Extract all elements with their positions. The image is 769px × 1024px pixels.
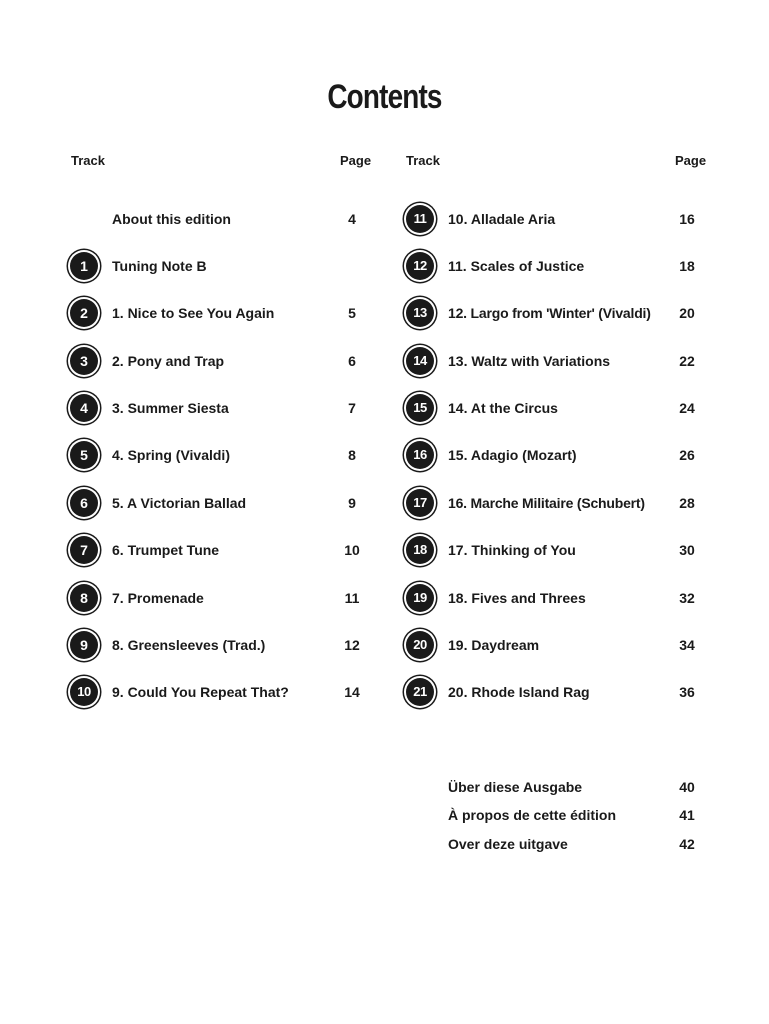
entry-title: 9. Could You Repeat That? <box>112 684 289 700</box>
entry-title: 17. Thinking of You <box>448 542 576 558</box>
contents-row <box>70 252 370 286</box>
contents-row <box>406 252 706 286</box>
entry-title: 6. Trumpet Tune <box>112 542 220 558</box>
entry-page: 7 <box>348 400 356 416</box>
entry-title: 11. Scales of Justice <box>448 258 585 274</box>
translation-page-nl: 42 <box>679 836 695 852</box>
entry-title: 3. Summer Siesta <box>112 400 229 416</box>
track-number-badge: 8 <box>70 584 98 612</box>
contents-row <box>70 678 370 712</box>
entry-page: 20 <box>679 305 695 321</box>
track-number-badge: 17 <box>406 489 434 517</box>
entry-title: Tuning Note B <box>112 258 207 274</box>
entry-title: 7. Promenade <box>112 590 204 606</box>
contents-row <box>406 489 706 523</box>
entry-page: 30 <box>679 542 695 558</box>
track-number-badge: 6 <box>70 489 98 517</box>
contents-row <box>70 584 370 618</box>
contents-row <box>406 584 706 618</box>
entry-page: 5 <box>348 305 356 321</box>
entry-title: 15. Adagio (Mozart) <box>448 447 577 463</box>
translation-title-nl: Over deze uitgave <box>448 836 568 852</box>
contents-row <box>70 299 370 333</box>
track-header-left: Track <box>71 153 105 168</box>
track-number-badge: 3 <box>70 347 98 375</box>
entry-title: 13. Waltz with Variations <box>448 353 611 369</box>
track-number-badge: 14 <box>406 347 434 375</box>
contents-row <box>70 394 370 428</box>
entry-page: 4 <box>348 211 356 227</box>
entry-page: 10 <box>344 542 360 558</box>
translation-page-de: 40 <box>679 779 695 795</box>
entry-title: 20. Rhode Island Rag <box>448 684 590 700</box>
entry-page: 24 <box>679 400 695 416</box>
entry-title: 1. Nice to See You Again <box>112 305 275 321</box>
entry-page: 16 <box>679 211 695 227</box>
entry-title: 8. Greensleeves (Trad.) <box>112 637 266 653</box>
entry-page: 8 <box>348 447 356 463</box>
track-number-badge: 9 <box>70 631 98 659</box>
contents-row <box>406 678 706 712</box>
track-number-badge: 15 <box>406 394 434 422</box>
track-number-badge: 11 <box>406 205 434 233</box>
contents-row <box>406 299 706 333</box>
contents-row-intro <box>70 205 370 239</box>
entry-page: 12 <box>344 637 360 653</box>
entry-page: 11 <box>344 590 360 606</box>
track-number-badge: 10 <box>70 678 98 706</box>
entry-page: 22 <box>679 353 695 369</box>
contents-row <box>406 347 706 381</box>
entry-title: 2. Pony and Trap <box>112 353 225 369</box>
contents-row <box>406 631 706 665</box>
track-number-badge: 5 <box>70 441 98 469</box>
entry-page: 9 <box>348 495 356 511</box>
contents-row <box>406 205 706 239</box>
contents-row <box>70 631 370 665</box>
track-number-badge: 19 <box>406 584 434 612</box>
page-header-right: Page <box>675 153 707 168</box>
entry-title: 10. Alladale Aria <box>448 211 556 227</box>
entry-title: 16. Marche Militaire (Schubert) <box>448 495 645 511</box>
page-title: Contents <box>327 78 442 116</box>
entry-title: 12. Largo from 'Winter' (Vivaldi) <box>448 305 651 321</box>
entry-title: 14. At the Circus <box>448 400 558 416</box>
contents-row <box>406 536 706 570</box>
track-number-badge: 18 <box>406 536 434 564</box>
entry-title: 18. Fives and Threes <box>448 590 586 606</box>
page-header-left: Page <box>340 153 372 168</box>
track-number-badge: 20 <box>406 631 434 659</box>
entry-page: 14 <box>344 684 360 700</box>
entry-title: 19. Daydream <box>448 637 540 653</box>
translation-title-de: Über diese Ausgabe <box>448 779 583 795</box>
contents-row <box>70 489 370 523</box>
track-number-badge: 7 <box>70 536 98 564</box>
entry-page: 34 <box>679 637 695 653</box>
contents-row <box>70 536 370 570</box>
track-number-badge: 2 <box>70 299 98 327</box>
track-number-badge: 16 <box>406 441 434 469</box>
entry-title: About this edition <box>112 211 231 227</box>
entry-page: 6 <box>348 353 356 369</box>
track-number-badge: 4 <box>70 394 98 422</box>
entry-title: 5. A Victorian Ballad <box>112 495 247 511</box>
entry-page: 28 <box>679 495 695 511</box>
entry-page: 36 <box>679 684 695 700</box>
entry-page: 26 <box>679 447 695 463</box>
track-number-badge: 1 <box>70 252 98 280</box>
track-number-badge: 21 <box>406 678 434 706</box>
entry-page: 18 <box>679 258 695 274</box>
track-number-badge: 13 <box>406 299 434 327</box>
entry-title: 4. Spring (Vivaldi) <box>112 447 230 463</box>
track-header-right: Track <box>406 153 440 168</box>
contents-row <box>406 441 706 475</box>
translation-title-fr: À propos de cette édition <box>448 807 617 823</box>
contents-row <box>406 394 706 428</box>
track-number-badge: 12 <box>406 252 434 280</box>
entry-page: 32 <box>679 590 695 606</box>
translation-page-fr: 41 <box>679 807 695 823</box>
contents-row <box>70 347 370 381</box>
contents-row <box>70 441 370 475</box>
